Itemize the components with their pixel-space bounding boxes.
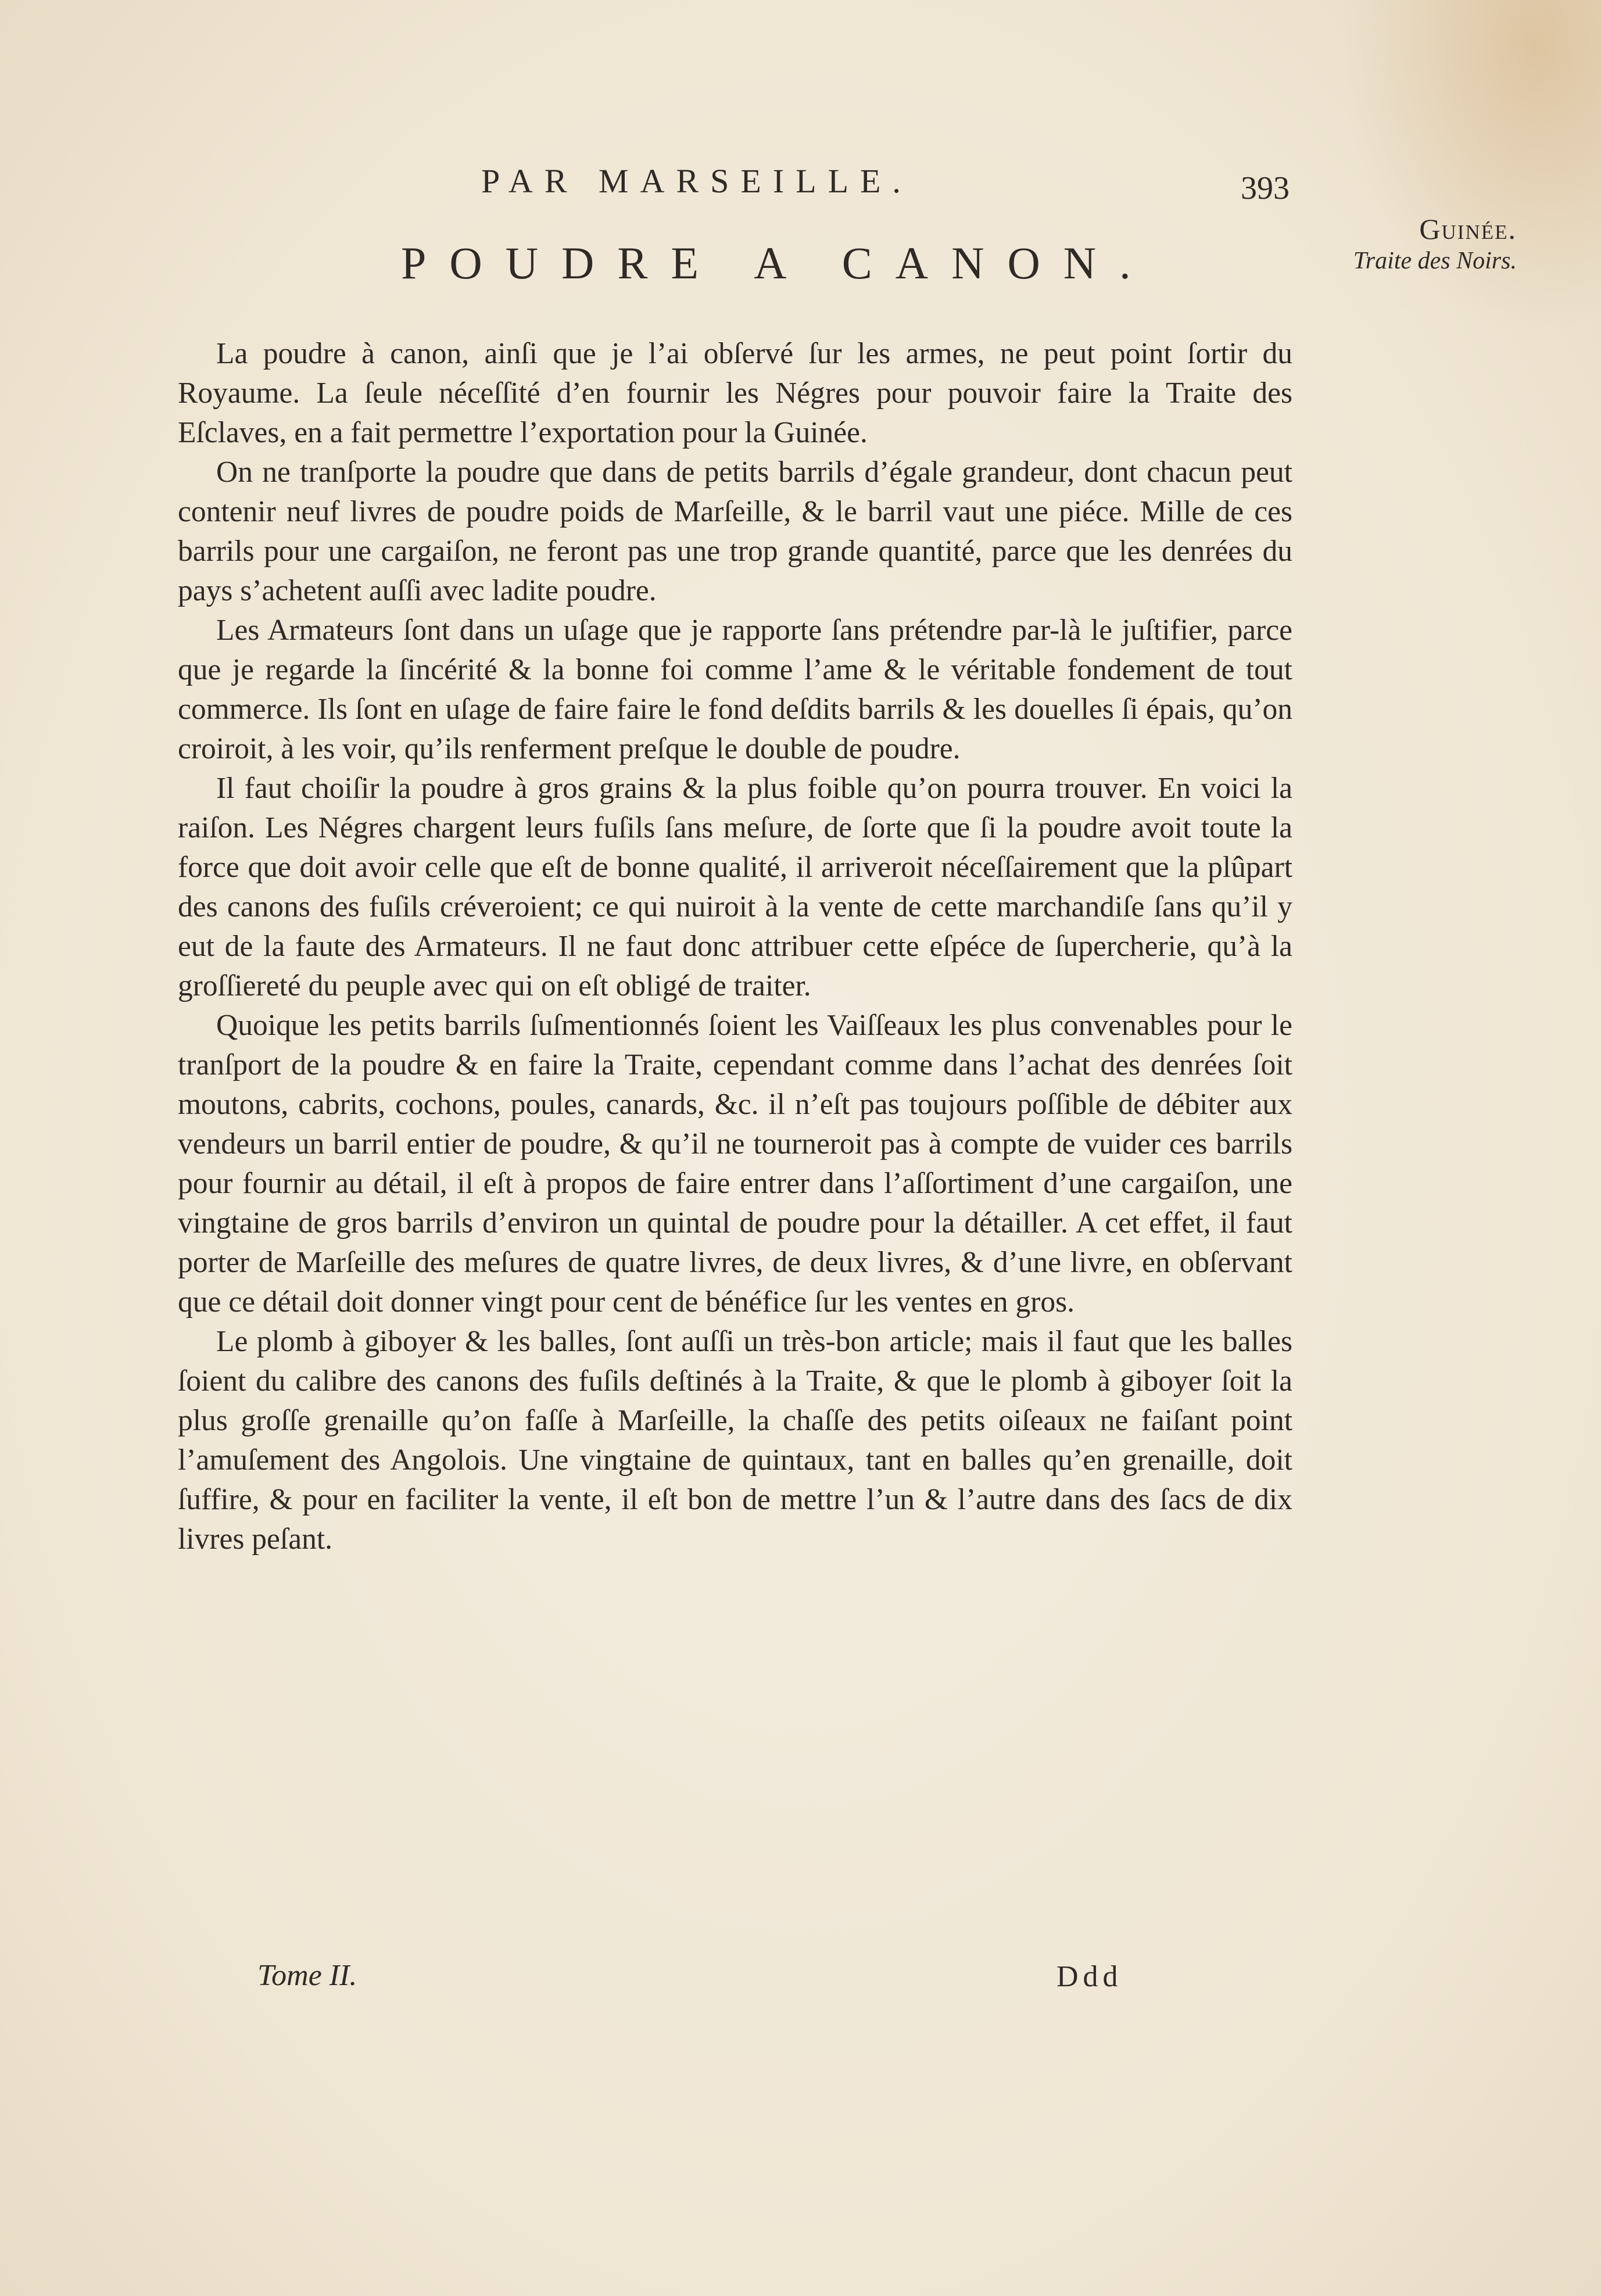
page-number: 393 — [1241, 170, 1290, 206]
paragraph: On ne tranſporte la poudre que dans de petits barrils d’égale grandeur, dont chacun peut contenir neuf livres de poudre poids de Marſeille, & le barril vaut une piéce. Mille de ces barrils pour une cargaiſon, ne feront pas une trop grande quantité, parce que les denrées du pays s’achetent auſſi avec ladite poudre. — [178, 456, 1292, 607]
paragraph: La poudre à canon, ainſi que je l’ai obſervé ſur les armes, ne peut point ſortir du Royaume. La ſeule néceſſité d’en fournir les Négres pour pouvoir faire la Traite des Eſclaves, en a fait permettre l’exportation pour la Guinée. — [178, 337, 1292, 449]
body-text — [178, 334, 1292, 1559]
section-title: POUDRE A CANON. — [401, 238, 1154, 288]
running-head: PAR MARSEILLE. — [481, 162, 912, 200]
margin-note-region: Guinée. — [1419, 213, 1517, 245]
footer-volume: Tome II. — [257, 1959, 357, 1992]
footer-signature-mark: Ddd — [1056, 1960, 1123, 1993]
margin-note-topic: Traite des Noirs. — [1353, 248, 1517, 274]
paragraph: Quoique les petits barrils ſuſmentionnés ſoient les Vaiſſeaux les plus convenables pour le tranſport de la poudre & en faire la Traite, cependant comme dans l’achat des denrées ſoit moutons, cabrits, cochons, poules, canards, &c. il n’eſt pas toujours poſſible de débiter aux vendeurs un barril entier de poudre, & qu’il ne tourneroit pas à compte de vuider ces barrils pour fournir au détail, il eſt à propos de faire entrer dans l’aſſortiment d’une cargaiſon, une vingtaine de gros barrils d’environ un quintal de poudre pour la détailler. A cet effet, il faut porter de Marſeille des meſures de quatre livres, de deux livres, & d’une livre, en obſervant que ce détail doit donner vingt pour cent de bénéfice ſur les ventes en gros. — [178, 1009, 1292, 1319]
paragraph: Le plomb à giboyer & les balles, ſont auſſi un très-bon article; mais il faut que les balles ſoient du calibre des canons des fuſils deſtinés à la Traite, & que le plomb à giboyer ſoit la plus groſſe grenaille qu’on faſſe à Marſeille, la chaſſe des petits oiſeaux ne faiſant point l’amuſement des Angolois. Une vingtaine de quintaux, tant en balles qu’en grenaille, doit ſuffire, & pour en faciliter la vente, il eſt bon de mettre l’un & l’autre dans des ſacs de dix livres peſant. — [178, 1325, 1292, 1556]
paragraph: Les Armateurs ſont dans un uſage que je rapporte ſans prétendre par-là le juſtifier, parce que je regarde la ſincérité & la bonne foi comme l’ame & le véritable fondement de tout commerce. Ils ſont en uſage de faire faire le fond deſdits barrils & les douelles ſi épais, qu’on croiroit, à les voir, qu’ils renferment preſque le double de poudre. — [178, 614, 1292, 765]
margin-note — [1302, 212, 1517, 275]
paragraph: Il faut choiſir la poudre à gros grains & la plus foible qu’on pourra trouver. En voici la raiſon. Les Négres chargent leurs fuſils ſans meſure, de ſorte que ſi la poudre avoit toute la force que doit avoir celle que eſt de bonne qualité, il arriveroit néceſſairement que la plûpart des canons des fuſils créveroient; ce qui nuiroit à la vente de cette marchandiſe ſans qu’il y eut de la faute des Armateurs. Il ne faut donc attribuer cette eſpéce de ſupercherie, qu’à la groſſiereté du peuple avec qui on eſt obligé de traiter. — [178, 772, 1292, 1002]
